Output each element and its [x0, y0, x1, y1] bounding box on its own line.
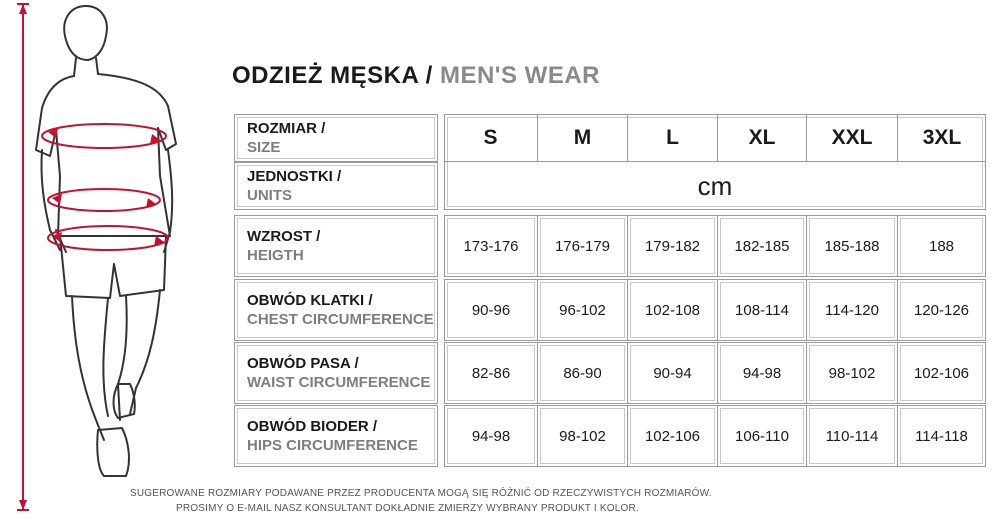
value-cell: 120-126 [897, 279, 986, 341]
value-cell: 182-185 [717, 215, 807, 277]
row-label-1 [234, 279, 438, 341]
value-cell: 176-179 [537, 215, 628, 277]
size-label-en: SIZE [247, 139, 281, 156]
value-cell: 98-102 [806, 342, 898, 404]
value-cell: 86-90 [537, 342, 628, 404]
value-cell: 90-94 [627, 342, 718, 404]
title-english: MEN'S WEAR [439, 62, 601, 89]
row-label-en: WAIST CIRCUMFERENCE [247, 374, 431, 391]
size-header-4: XXL [806, 114, 897, 162]
units-label-pl: JEDNOSTKI / [247, 168, 342, 185]
value-cell: 94-98 [717, 342, 807, 404]
row-label-en: HIPS CIRCUMFERENCE [247, 437, 418, 454]
footer-disclaimer-line1: SUGEROWANE ROZMIARY PODAWANE PRZEZ PRODUCENTA MOGĄ SIĘ RÓŻNIĆ OD RZECZYWISTYCH ROZMIARÓW. [130, 488, 712, 499]
value-cell: 179-182 [627, 215, 718, 277]
units-label-en: UNITS [247, 187, 292, 204]
row-label-3 [234, 405, 438, 467]
man-figure-illustration [0, 0, 215, 527]
value-cell: 108-114 [717, 279, 807, 341]
title-polish: ODZIEŻ MĘSKA [232, 62, 419, 89]
size-label-pl: ROZMIAR / [247, 120, 326, 137]
size-label-cell [234, 114, 438, 162]
row-label-2 [234, 342, 438, 404]
value-cell: 98-102 [537, 405, 628, 467]
row-label-en: HEIGTH [247, 247, 304, 264]
units-label-cell [234, 162, 438, 210]
title-separator: / [425, 62, 433, 89]
value-cell: 173-176 [444, 215, 538, 277]
row-label-0 [234, 215, 438, 277]
size-header-0: S [444, 114, 537, 162]
row-label-pl: WZROST / [247, 228, 321, 245]
row-label-en: CHEST CIRCUMFERENCE [247, 311, 434, 328]
size-header-3: XL [717, 114, 806, 162]
value-cell: 185-188 [806, 215, 898, 277]
size-header-1: M [537, 114, 627, 162]
row-label-pl: OBWÓD BIODER / [247, 418, 377, 435]
value-cell: 96-102 [537, 279, 628, 341]
value-cell: 90-96 [444, 279, 538, 341]
value-cell: 114-118 [897, 405, 986, 467]
value-cell: 106-110 [717, 405, 807, 467]
value-cell: 110-114 [806, 405, 898, 467]
value-cell: 102-106 [627, 405, 718, 467]
value-cell: 82-86 [444, 342, 538, 404]
row-label-pl: OBWÓD KLATKI / [247, 292, 373, 309]
size-header-5: 3XL [897, 114, 986, 162]
value-cell: 114-120 [806, 279, 898, 341]
page-title [232, 62, 600, 90]
row-label-pl: OBWÓD PASA / [247, 355, 359, 372]
value-cell: 102-106 [897, 342, 986, 404]
units-value: cm [697, 170, 733, 201]
footer-disclaimer-line2: PROSIMY O E-MAIL NASZ KONSULTANT DOKŁADNIE ZMIERZY WYBRANY PRODUKT I KOLOR. [176, 503, 639, 514]
value-cell: 94-98 [444, 405, 538, 467]
value-cell: 188 [897, 215, 986, 277]
value-cell: 102-108 [627, 279, 718, 341]
size-header-2: L [627, 114, 717, 162]
